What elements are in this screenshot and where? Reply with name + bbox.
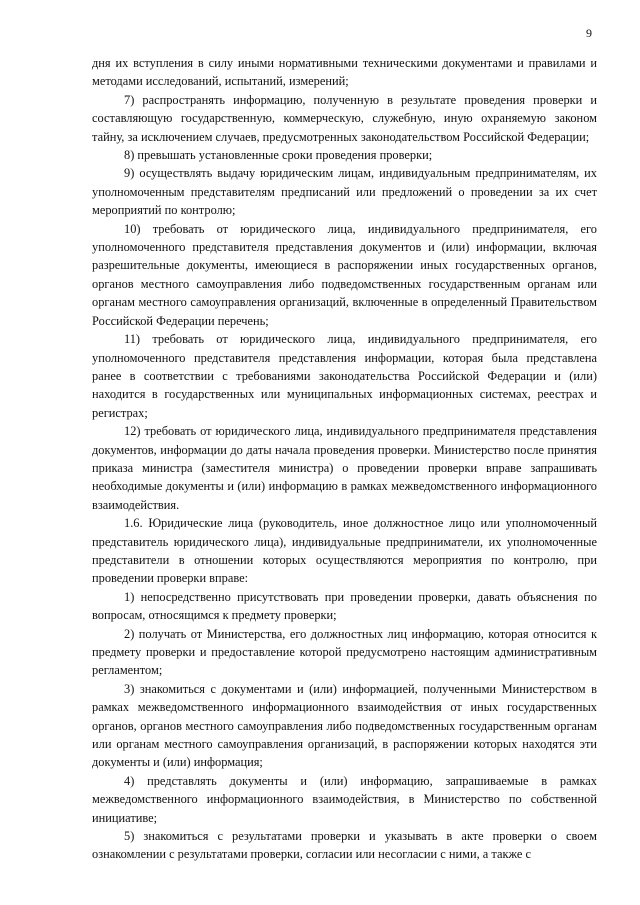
paragraph-item-8: 8) превышать установленные сроки проведения проверки; <box>124 148 433 163</box>
paragraph-right-5: 5) знакомиться с результатами проверки и указывать в акте проверки о своем ознакомлении с результатами проверки, согласии или несогласии с ними, а также с <box>92 829 597 862</box>
paragraph-item-11: 11) требовать от юридического лица, индивидуального предпринимателя, его уполномоченного представителя представления информации, которая была представлена ранее в соответствии с требованиями законодательства Российской Федерации и (или) находится в государственных или муниципальных информационных системах, реестрах и регистрах; <box>92 332 597 420</box>
paragraph-item-7: 7) распространять информацию, полученную в результате проведения проверки и составляющую государственную, коммерческую, служебную, иную охраняемую законом тайну, за исключением случаев, предусмотренных законодательством Российской Федерации; <box>92 92 597 144</box>
paragraph-continuation: дня их вступления в силу иными нормативными техническими документами и правилами и методами исследований, испытаний, измерений; <box>92 56 597 89</box>
paragraph-right-4: 4) представлять документы и (или) информацию, запрашиваемые в рамках межведомственного информационного взаимодействия, в Министерство по собственной инициативе; <box>92 773 597 825</box>
paragraph-right-2: 2) получать от Министерства, его должностных лиц информацию, которая относится к предмету проверки и предоставление которой предусмотрено настоящим административным регламентом; <box>92 626 597 678</box>
document-body <box>92 54 597 864</box>
paragraph-item-9: 9) осуществлять выдачу юридическим лицам, индивидуальным предпринимателям, их уполномоченным представителям предписаний или предложений о проведении за их счет мероприятий по контролю; <box>92 166 597 218</box>
paragraph-section-1-6: 1.6. Юридические лица (руководитель, иное должностное лицо или уполномоченный представитель юридического лица), индивидуальные предприниматели, их уполномоченные представители в отношении которых осуществляются мероприятия по контролю, при проведении проверки вправе: <box>92 516 597 586</box>
paragraph-right-1: 1) непосредственно присутствовать при проведении проверки, давать объяснения по вопросам, относящимся к предмету проверки; <box>92 589 597 623</box>
paragraph-right-3: 3) знакомиться с документами и (или) информацией, полученными Министерством в рамках межведомственного информационного взаимодействия от иных государственных органов, органов местного самоуправления либо подведомственных государственным органам или органам местного самоуправления организаций, в распоряжении которых находятся эти документы и (или) информация; <box>92 681 597 770</box>
paragraph-item-12: 12) требовать от юридического лица, индивидуального предпринимателя представления документов, информации до даты начала проведения проверки. Министерство после принятия приказа министра (заместителя министра) о проведении проверки вправе запрашивать необходимые документы и (или) информацию в рамках межведомственного информационного взаимодействия. <box>92 424 597 512</box>
paragraph-item-10: 10) требовать от юридического лица, индивидуального предпринимателя, его уполномоченного представителя представления документов и (или) информации, включая разрешительные документы, имеющиеся в распоряжении иных государственных органов, органов местного самоуправления либо подведомственных государственным органам или органам местного самоуправления организаций, включенные в определенный Правительством Российской Федерации перечень; <box>92 221 597 328</box>
page-number: 9 <box>586 26 592 40</box>
